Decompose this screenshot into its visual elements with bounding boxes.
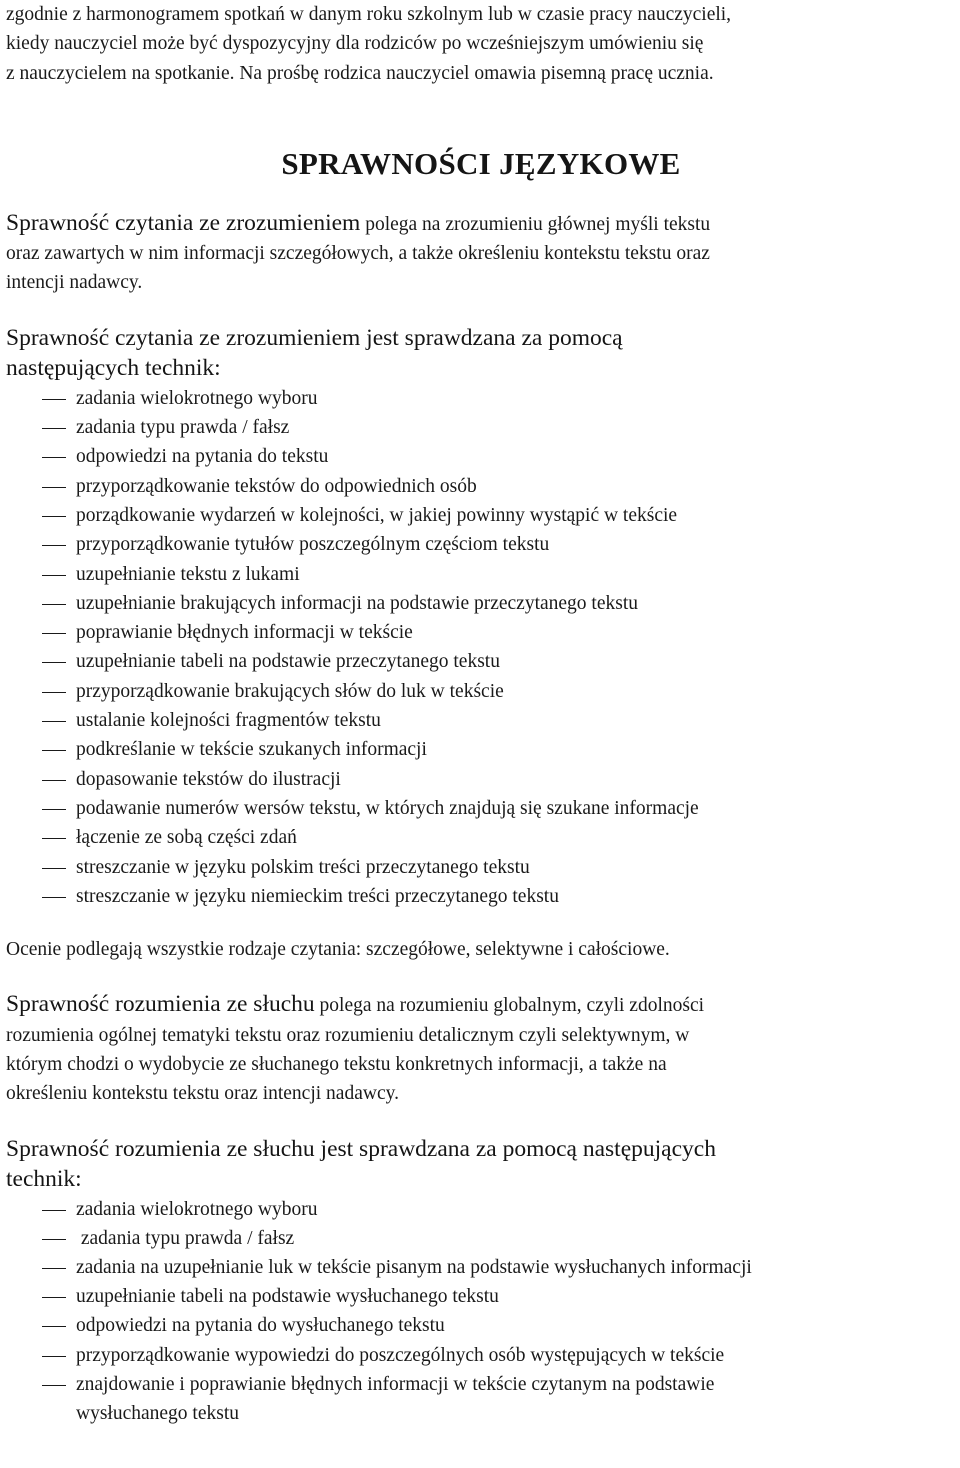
list-item [6,794,956,823]
heading-line: następujących technik: [6,355,221,382]
list-item [6,882,956,911]
list-item-text: zadania wielokrotnego wyboru [76,387,318,409]
list-item [6,1195,956,1224]
list-item [6,589,956,618]
reading-techniques-list [6,384,956,911]
list-item-text: zadania na uzupełnianie luk w tekście pisanym na podstawie wysłuchanych informacji [76,1257,752,1279]
list-item-text: poprawianie błędnych informacji w tekście [76,622,413,644]
list-item [6,1311,956,1340]
list-item [6,530,956,559]
reading-definition-line: intencji nadawcy. [6,272,143,294]
list-item [6,413,956,442]
list-item-text: odpowiedzi na pytania do tekstu [76,446,329,468]
list-item-text: przyporządkowanie tytułów poszczególnym częściom tekstu [76,534,550,556]
list-item-text: zadania typu prawda / fałsz [76,417,290,439]
heading-line: Sprawność czytania ze zrozumieniem jest sprawdzana za pomocą [6,324,623,351]
reading-definition-line [6,209,956,239]
listening-definition-rest: polega na rozumieniu globalnym, czyli zdolności [314,995,705,1017]
list-item-text: przyporządkowanie wypowiedzi do poszczególnych osób występujących w tekście [76,1344,725,1366]
list-item-text: znajdowanie i poprawianie błędnych informacji w tekście czytanym na podstawie [76,1373,715,1395]
list-item [6,677,956,706]
list-item [6,472,956,501]
list-item [6,1253,956,1282]
list-item-text: uzupełnianie tekstu z lukami [76,563,300,585]
list-item-text: ustalanie kolejności fragmentów tekstu [76,710,381,732]
heading-line: Sprawność rozumienia ze słuchu jest sprawdzana za pomocą następujących [6,1135,716,1162]
list-item-text: porządkowanie wydarzeń w kolejności, w jakiej powinny wystąpić w tekście [76,504,678,526]
reading-definition-rest: polega na zrozumieniu głównej myśli tekstu [360,213,711,235]
list-item-text: uzupełnianie tabeli na podstawie przeczytanego tekstu [76,651,500,673]
list-item-text: przyporządkowanie brakujących słów do luk w tekście [76,680,504,702]
listening-definition [6,990,956,1108]
list-item-text: podkreślanie w tekście szukanych informacji [76,739,427,761]
intro-line: kiedy nauczyciel może być dyspozycyjny dla rodziców po wcześniejszym umówieniu się [6,33,704,55]
list-item [6,501,956,530]
list-item-text: uzupełnianie brakujących informacji na podstawie przeczytanego tekstu [76,592,639,614]
list-item-text: łączenie ze sobą części zdań [76,827,297,849]
list-item-text: streszczanie w języku polskim treści przeczytanego tekstu [76,856,530,878]
list-item-text: podawanie numerów wersów tekstu, w których znajdują się szukane informacje [76,797,699,819]
list-item-text: odpowiedzi na pytania do wysłuchanego tekstu [76,1315,445,1337]
list-item [6,647,956,676]
listening-techniques-heading [6,1134,956,1195]
reading-lead: Sprawność czytania ze zrozumieniem [6,209,361,236]
reading-assessment: Ocenie podlegają wszystkie rodzaje czytania: szczegółowe, selektywne i całościowe. [6,939,670,961]
list-item [6,1370,956,1399]
listening-definition-line: którym chodzi o wydobycie ze słuchanego tekstu konkretnych informacji, a także na [6,1054,667,1076]
reading-definition [6,209,956,298]
list-item [6,1341,956,1370]
list-item [6,853,956,882]
listening-definition-line [6,990,956,1020]
listening-definition-line: określeniu kontekstu tekstu oraz intencji nadawcy. [6,1083,399,1105]
list-item-text: dopasowanie tekstów do ilustracji [76,768,341,790]
section-title: SPRAWNOŚCI JĘZYKOWE [281,145,681,181]
list-item [6,384,956,413]
document-page [6,0,956,1428]
list-item [6,735,956,764]
intro-line: z nauczycielem na spotkanie. Na prośbę rodzica nauczyciel omawia pisemną pracę ucznia. [6,62,714,84]
heading-line: technik: [6,1166,82,1193]
list-item-text: zadania wielokrotnego wyboru [76,1198,318,1220]
listening-definition-line: rozumienia ogólnej tematyki tekstu oraz rozumieniu detalicznym czyli selektywnym, w [6,1024,690,1046]
listening-lead: Sprawność rozumienia ze słuchu [6,991,315,1018]
list-item [6,706,956,735]
list-item [6,618,956,647]
listening-techniques-list [6,1195,956,1399]
list-item-continuation: wysłuchanego tekstu [76,1403,240,1425]
intro-line: zgodnie z harmonogramem spotkań w danym roku szkolnym lub w czasie pracy nauczycieli, [6,4,732,25]
list-item [6,442,956,471]
list-item-text: zadania typu prawda / fałsz [76,1227,295,1249]
list-item [6,560,956,589]
list-item [6,823,956,852]
intro-paragraph [6,0,956,88]
list-item [6,765,956,794]
reading-definition-line: oraz zawartych w nim informacji szczegółowych, a także określeniu kontekstu tekstu oraz [6,243,710,265]
list-item [6,1282,956,1311]
list-item-text: streszczanie w języku niemieckim treści przeczytanego tekstu [76,885,559,907]
list-item-text: przyporządkowanie tekstów do odpowiednich osób [76,475,477,497]
list-item-text: uzupełnianie tabeli na podstawie wysłuchanego tekstu [76,1286,499,1308]
reading-techniques-heading [6,323,956,384]
list-item [6,1224,956,1253]
